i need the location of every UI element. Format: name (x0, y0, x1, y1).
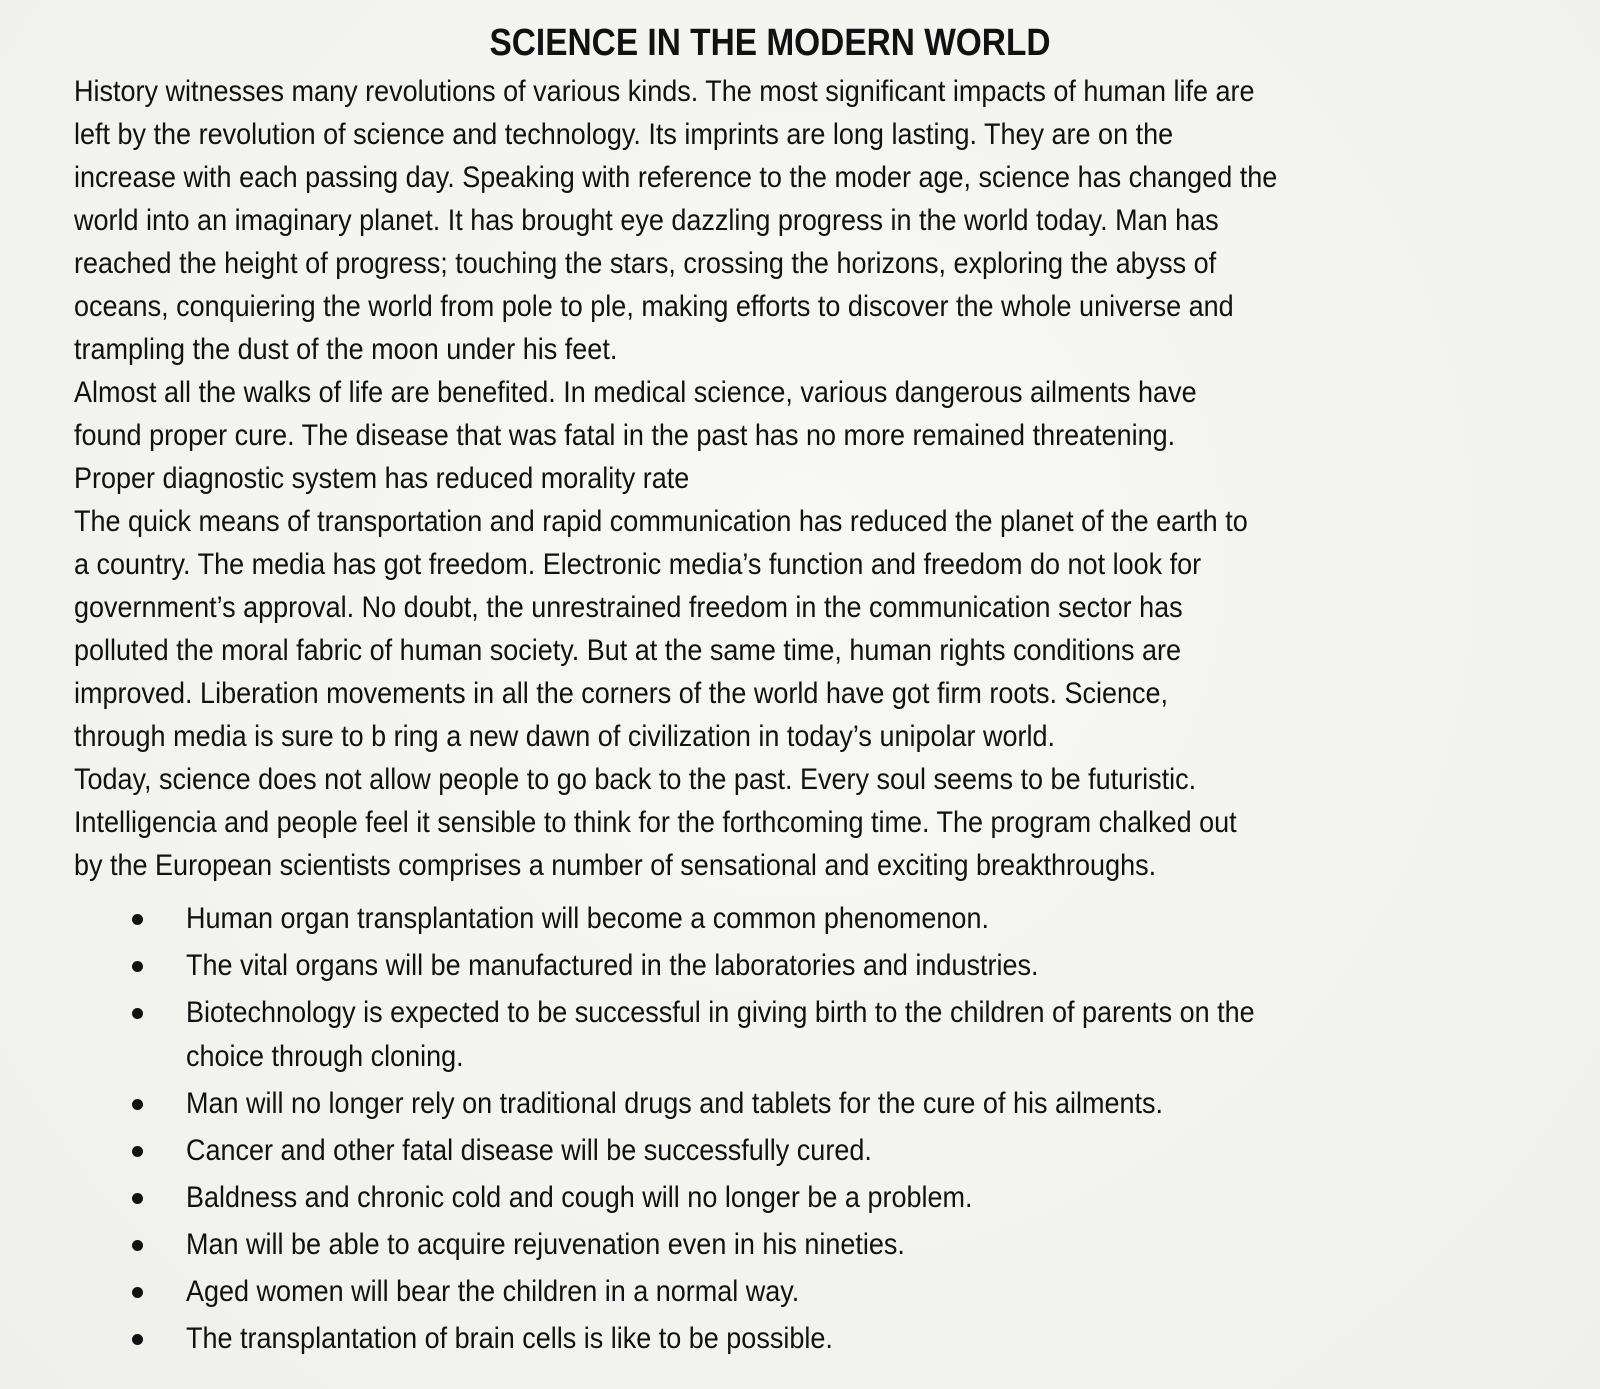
document-title: SCIENCE IN THE MODERN WORLD (489, 22, 1051, 64)
list-item-text: Man will no longer rely on traditional drugs and tablets for the cure of his ailments. (186, 1087, 1164, 1120)
text-line: Proper diagnostic system has reduced morality rate (74, 462, 690, 495)
text-line: Today, science does not allow people to go back to the past. Every soul seems to be futuristic. (74, 763, 1197, 796)
list-item-text: Aged women will bear the children in a normal way. (186, 1275, 800, 1308)
paragraph-communication (74, 500, 1574, 758)
list-item-text: Biotechnology is expected to be successful in giving birth to the children of parents on the (186, 996, 1255, 1029)
text-line: polluted the moral fabric of human society. But at the same time, human rights conditions are (74, 634, 1182, 667)
bullet-icon (132, 1008, 143, 1019)
text-line: trampling the dust of the moon under his feet. (74, 333, 618, 366)
bullet-icon (132, 1146, 143, 1157)
list-item-text: choice through cloning. (186, 1040, 464, 1073)
list-item (74, 1082, 1574, 1126)
text-line: a country. The media has got freedom. Electronic media’s function and freedom do not look for (74, 548, 1202, 581)
list-item (74, 1176, 1574, 1220)
list-item-text: Man will be able to acquire rejuvenation even in his nineties. (186, 1228, 905, 1261)
list-item (74, 1270, 1574, 1314)
text-line: found proper cure. The disease that was fatal in the past has no more remained threatening. (74, 419, 1176, 452)
text-line: left by the revolution of science and technology. Its imprints are long lasting. They are on the (74, 118, 1174, 151)
text-line: through media is sure to b ring a new dawn of civilization in today’s unipolar world. (74, 720, 1056, 753)
list-item (74, 1223, 1574, 1267)
bullet-icon (132, 1193, 143, 1204)
text-line: reached the height of progress; touching the stars, crossing the horizons, exploring the abyss of (74, 247, 1217, 280)
text-line: The quick means of transportation and rapid communication has reduced the planet of the earth to (74, 505, 1248, 538)
bullet-icon (132, 1099, 143, 1110)
list-item-text: The vital organs will be manufactured in the laboratories and industries. (186, 949, 1039, 982)
bullet-icon (132, 961, 143, 972)
body-text (74, 70, 1574, 887)
list-item (74, 991, 1574, 1079)
paragraph-intro (74, 70, 1574, 371)
bullet-icon (132, 1334, 143, 1345)
list-item-text: Human organ transplantation will become a common phenomenon. (186, 902, 989, 935)
paragraph-future (74, 758, 1574, 887)
list-item (74, 1317, 1574, 1361)
text-line: increase with each passing day. Speaking with reference to the moder age, science has changed the (74, 161, 1278, 194)
list-item-text: The transplantation of brain cells is like to be possible. (186, 1322, 833, 1355)
bullet-icon (132, 1240, 143, 1251)
text-line: Intelligencia and people feel it sensible to think for the forthcoming time. The program chalked out (74, 806, 1237, 839)
list-item (74, 944, 1574, 988)
paragraph-medical (74, 371, 1574, 500)
list-item-text: Baldness and chronic cold and cough will no longer be a problem. (186, 1181, 973, 1214)
text-line: government’s approval. No doubt, the unrestrained freedom in the communication sector has (74, 591, 1183, 624)
text-line: improved. Liberation movements in all the corners of the world have got firm roots. Science, (74, 677, 1169, 710)
breakthrough-list (74, 897, 1574, 1361)
list-item-text: Cancer and other fatal disease will be successfully cured. (186, 1134, 872, 1167)
text-line: by the European scientists comprises a number of sensational and exciting breakthroughs. (74, 849, 1157, 882)
bullet-icon (132, 1287, 143, 1298)
text-line: History witnesses many revolutions of various kinds. The most significant impacts of human life are (74, 75, 1255, 108)
bullet-icon (132, 914, 143, 925)
text-line: oceans, conquiering the world from pole to ple, making efforts to discover the whole universe and (74, 290, 1234, 323)
list-item (74, 897, 1574, 941)
list-item (74, 1129, 1574, 1173)
text-line: world into an imaginary planet. It has brought eye dazzling progress in the world today. Man has (74, 204, 1219, 237)
text-line: Almost all the walks of life are benefited. In medical science, various dangerous ailments have (74, 376, 1197, 409)
